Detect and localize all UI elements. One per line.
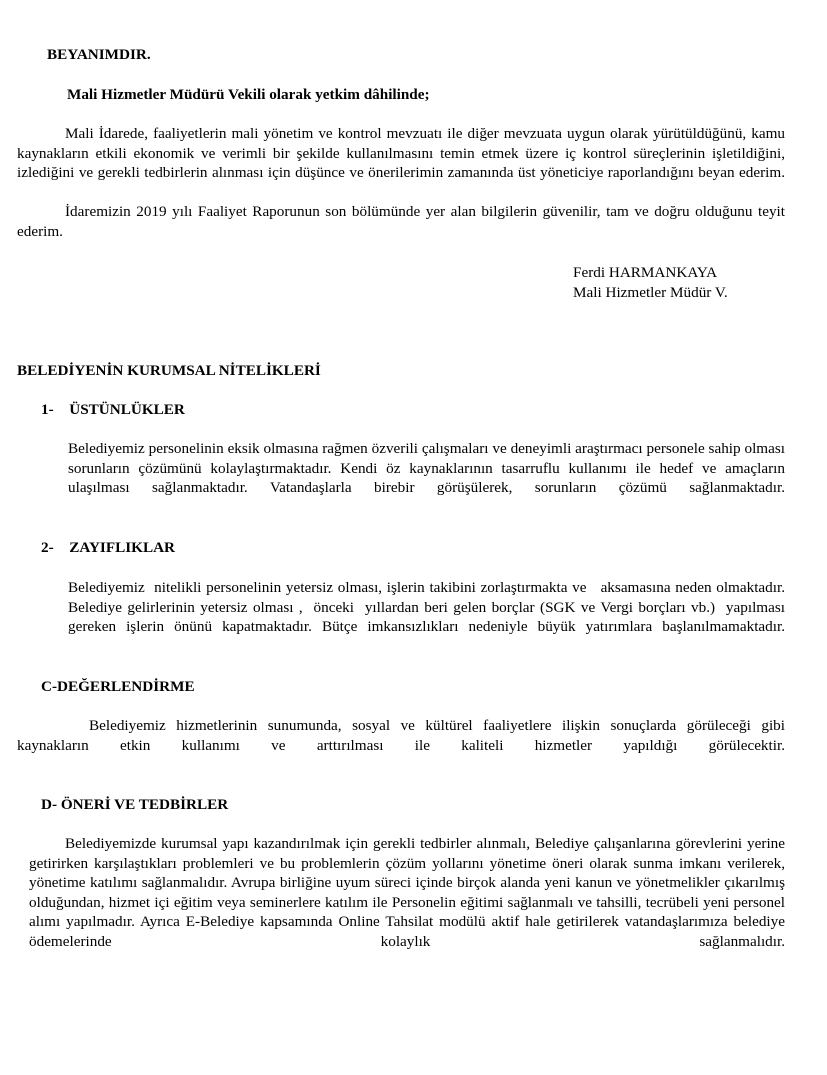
recommendations-heading: D- ÖNERİ VE TEDBİRLER	[41, 796, 229, 813]
weaknesses-title: ZAYIFLIKLAR	[69, 539, 176, 556]
evaluation-text: Belediyemiz hizmetlerinin sunumunda, sosyal ve kültürel faaliyetlere ilişkin sonuçlarda görüleceği gibi kaynakların etkin kullanımı ve arttırılması ile kaliteli hizmetler yapıldığı görülecektir.	[17, 717, 785, 754]
strengths-title: ÜSTÜNLÜKLER	[69, 401, 185, 418]
signature-name: Ferdi HARMANKAYA	[573, 264, 718, 281]
declaration-paragraph-1: Mali İdarede, faaliyetlerin mali yönetim ve kontrol mevzuatı ile diğer mevzuata uygun olarak yürütüldüğünü, kamu kaynakların etkili ekonomik ve verimli bir şekilde kullanılmasını temin etmek üzere iç kontrol süreçlerinin işletildiğini, izlediğini ve gerekli tedbirlerin alınması için düşünce ve önerilerimin zamanında üst yöneticiye raporlandığını beyan ederim.	[17, 125, 785, 182]
strengths-text: Belediyemiz personelinin eksik olmasına rağmen özverili çalışmaları ve deneyimli araştırmacı personele sahip olması sorunların çözümünü kolaylaştırmaktadır. Kendi öz kaynaklarının tasarruflu kullanımı ile hedef ve amaçların ulaşılması sağlanmaktadır. Vatandaşlarla birebir görüşülerek, sorunların çözümü sağlanmaktadır.	[68, 440, 785, 497]
declaration-paragraph-2: İdaremizin 2019 yılı Faaliyet Raporunun son bölümünde yer alan bilgilerin güvenilir, tam ve doğru olduğunu teyit ederim.	[17, 203, 785, 240]
authority-line: Mali Hizmetler Müdürü Vekili olarak yetkim dâhilinde;	[67, 86, 430, 103]
declaration-heading: BEYANIMDIR.	[47, 46, 151, 63]
evaluation-heading: C-DEĞERLENDİRME	[41, 678, 195, 695]
strengths-number: 1-	[41, 401, 54, 418]
weaknesses-text: Belediyemiz nitelikli personelinin yetersiz olması, işlerin takibini zorlaştırmakta ve aksamasına neden olmaktadır. Belediye gelirlerinin yetersiz olması , önceki yıllardan beri gelen borçlar (SGK ve Vergi borçları vb.) yapılması gereken işlerin önünü kapatmaktadır. Bütçe imkansızlıkları nedeniyle büyük yatırımlara başlanılmamaktadır.	[68, 579, 789, 636]
weaknesses-number: 2-	[41, 539, 54, 556]
strengths-heading	[41, 400, 185, 420]
recommendations-text: Belediyemizde kurumsal yapı kazandırılmak için gerekli tedbirler alınmalı, Belediye çalışanlarına görevlerini yerine getirirken karşılaştıkları problemleri ve bu problemlerin çözüm yollarını yönetime öneri olarak sunma imkanı verilerek, yönetime katılımı sağlanmalıdır. Avrupa birliğine uyum süreci içinde birçok alanda yeni kanun ve yönetmelikler çıkarılmış olduğundan, hizmet içi eğitim veya seminerlere katılım ile Personelin eğitimi sağlanmalı ve tahsilli, tecrübeli yeni personel alımı yapılmadır. Ayrıca E-Belediye kapsamında Online Tahsilat modülü aktif hale getirilerek vatandaşlarımıza belediye ödemelerinde kolaylık sağlanmalıdır.	[29, 835, 785, 950]
signature-block	[573, 263, 728, 302]
weaknesses-heading	[41, 538, 175, 558]
institutional-heading: BELEDİYENİN KURUMSAL NİTELİKLERİ	[17, 362, 321, 379]
signature-title: Mali Hizmetler Müdür V.	[573, 283, 728, 301]
